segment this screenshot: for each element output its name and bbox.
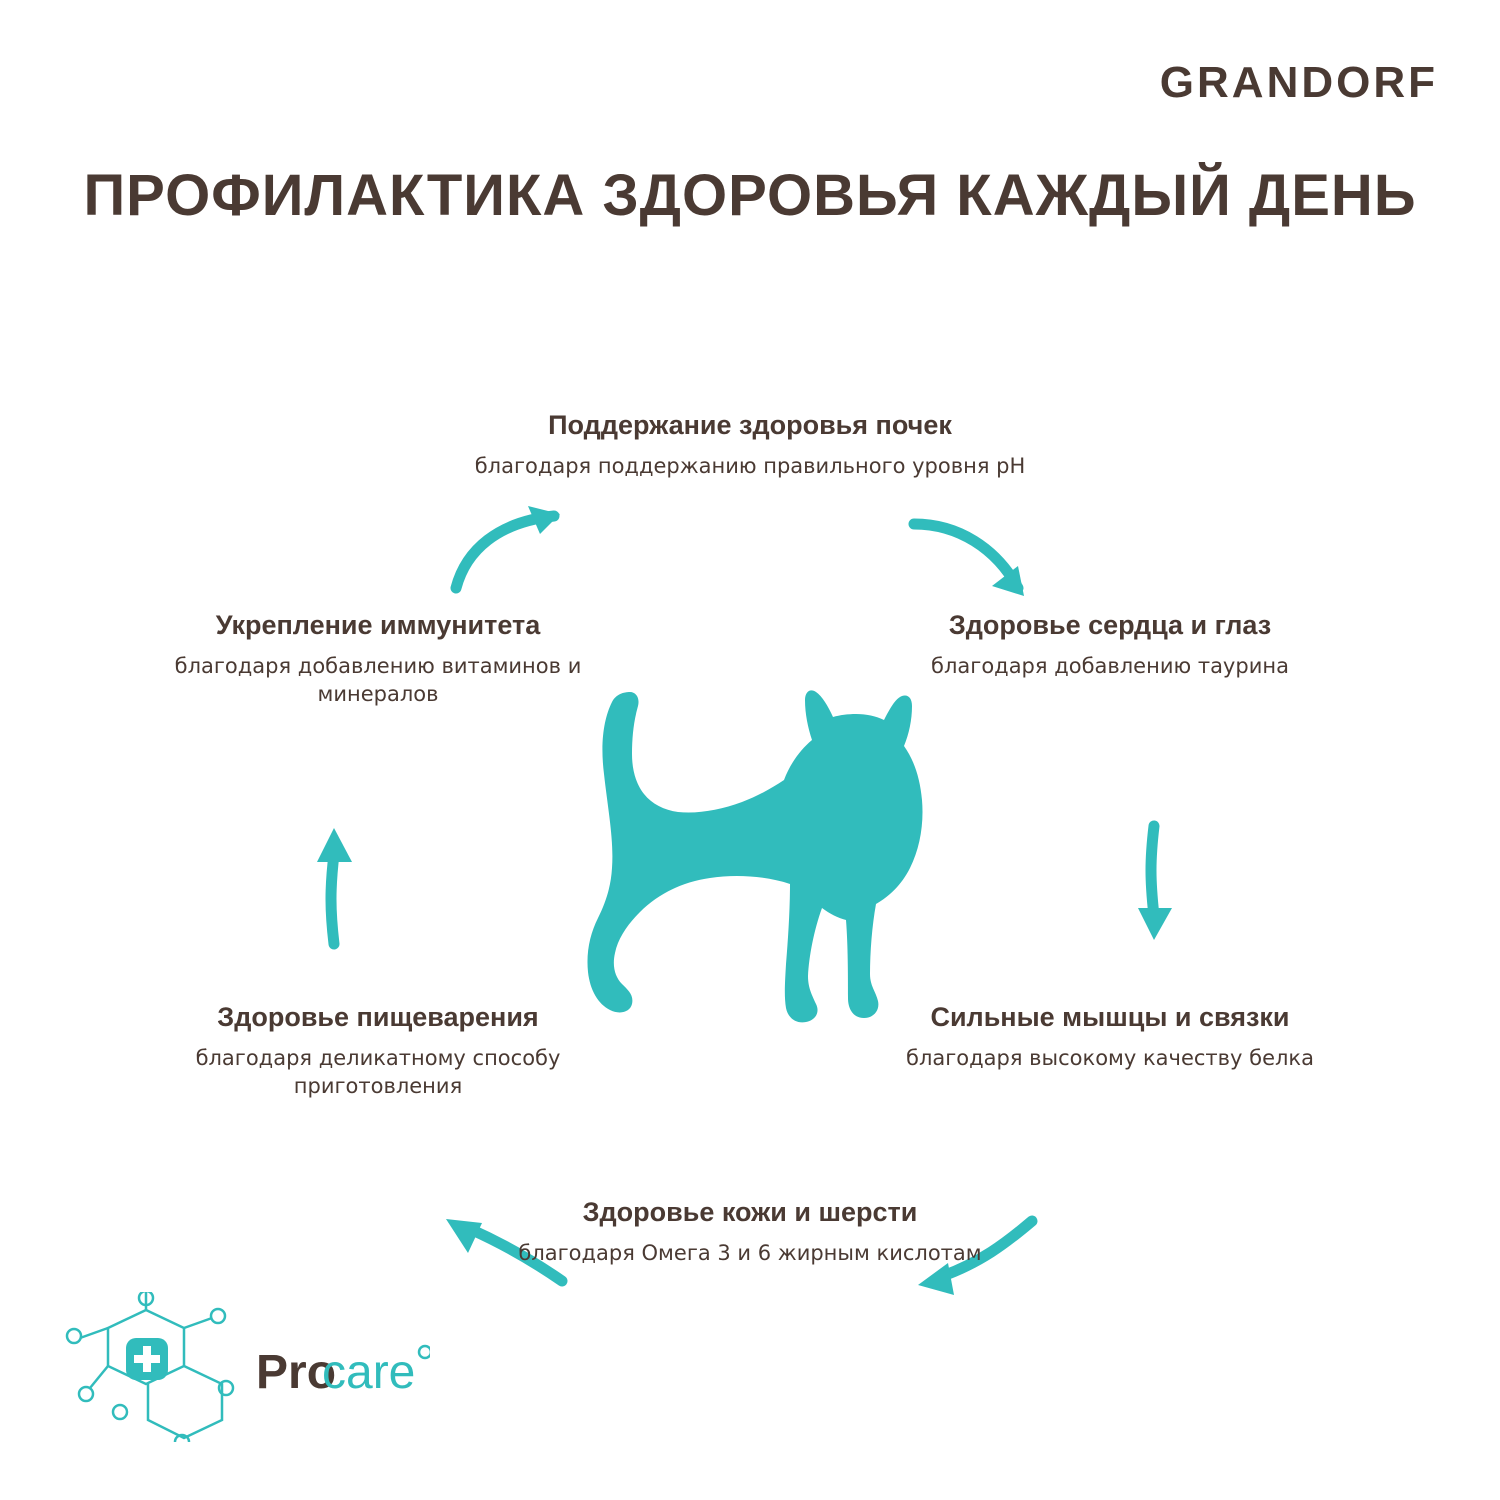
benefit-node-immunity — [168, 608, 588, 708]
benefit-description: благодаря высокому качеству белка — [906, 1045, 1314, 1070]
benefit-description: благодаря деликатному способу приготовления — [195, 1045, 561, 1098]
benefit-heading: Здоровье сердца и глаз — [948, 610, 1272, 640]
benefit-heading: Сильные мышцы и связки — [930, 1002, 1290, 1032]
benefit-node-digestion — [168, 1000, 588, 1100]
benefit-node-heart — [880, 608, 1340, 680]
benefit-heading: Здоровье пищеварения — [217, 1002, 539, 1032]
procare-logo — [60, 1292, 430, 1442]
curved-arrow-icon — [300, 820, 370, 954]
curved-arrow-icon — [908, 510, 1038, 609]
benefit-node-skin — [470, 1195, 1030, 1267]
benefit-heading: Здоровье кожи и шерсти — [582, 1197, 918, 1227]
logo-text-pro: Pro — [256, 1346, 337, 1399]
brand-logo: GRANDORF — [1159, 58, 1438, 107]
benefit-description: благодаря добавлению таурина — [931, 653, 1289, 678]
curved-arrow-icon — [448, 500, 578, 599]
benefit-heading: Укрепление иммунитета — [215, 610, 541, 640]
benefit-heading: Поддержание здоровья почек — [548, 410, 952, 440]
page-title: ПРОФИЛАКТИКА ЗДОРОВЬЯ КАЖДЫЙ ДЕНЬ — [83, 163, 1417, 228]
benefit-node-kidney — [460, 408, 1040, 480]
curved-arrow-icon — [1120, 820, 1190, 954]
benefit-node-muscle — [880, 1000, 1340, 1072]
logo-text-care: care — [322, 1346, 416, 1399]
cat-silhouette-icon — [560, 690, 960, 1050]
benefit-description: благодаря поддержанию правильного уровня pH — [474, 453, 1026, 478]
benefit-description: благодаря Омега 3 и 6 жирным кислотам — [518, 1240, 982, 1265]
benefit-description: благодаря добавлению витаминов и минералов — [174, 653, 582, 706]
